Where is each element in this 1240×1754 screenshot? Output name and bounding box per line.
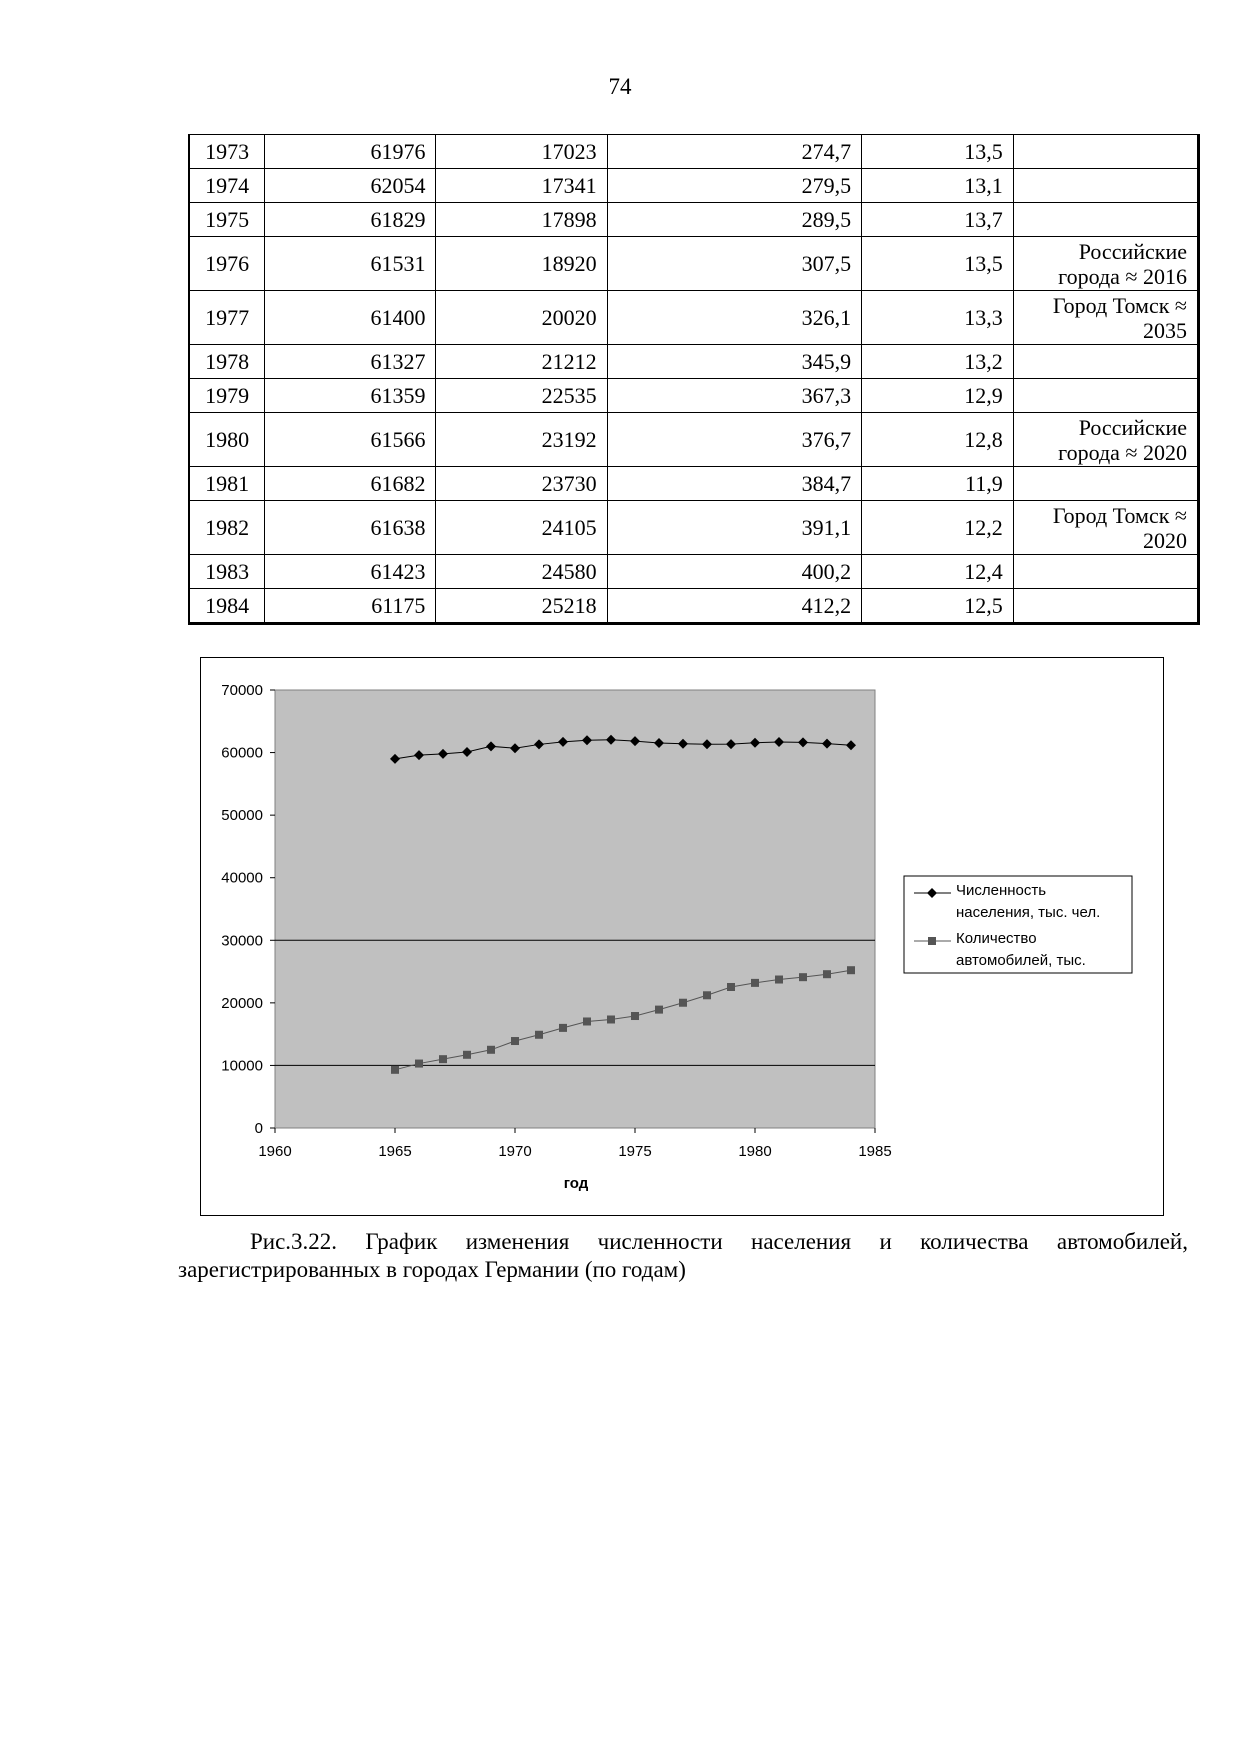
table-cell: Российские города ≈ 2020 xyxy=(1013,413,1198,467)
table-cell: 61359 xyxy=(265,379,436,413)
table-cell: 17341 xyxy=(436,169,607,203)
x-tick-label: 1975 xyxy=(618,1143,652,1160)
data-point-square xyxy=(799,973,807,981)
table-cell: 1980 xyxy=(189,413,265,467)
table-cell: 391,1 xyxy=(607,501,862,555)
table-row xyxy=(189,413,1199,467)
table-cell: 400,2 xyxy=(607,555,862,589)
data-point-square xyxy=(439,1055,447,1063)
data-point-square xyxy=(607,1015,615,1023)
table-cell: 345,9 xyxy=(607,345,862,379)
table-cell: 11,9 xyxy=(862,467,1014,501)
legend-label: Количество xyxy=(956,930,1037,947)
data-point-square xyxy=(703,991,711,999)
y-tick-label: 60000 xyxy=(221,744,263,762)
table-cell: 279,5 xyxy=(607,169,862,203)
table-row xyxy=(189,379,1199,413)
table-cell: 24105 xyxy=(436,501,607,555)
table-cell: 20020 xyxy=(436,291,607,345)
table-cell xyxy=(1013,135,1198,169)
table-cell: 61566 xyxy=(265,413,436,467)
table-cell: 13,5 xyxy=(862,237,1014,291)
x-tick-label: 1985 xyxy=(858,1143,892,1160)
table-cell: 62054 xyxy=(265,169,436,203)
x-axis-label: год xyxy=(563,1175,589,1192)
table-cell xyxy=(1013,555,1198,589)
data-table-body xyxy=(189,135,1199,624)
y-tick-label: 10000 xyxy=(221,1057,263,1075)
table-cell: 61976 xyxy=(265,135,436,169)
legend-label: Численность xyxy=(956,882,1047,899)
y-tick-label: 0 xyxy=(254,1120,263,1137)
data-point-square xyxy=(655,1006,663,1014)
data-point-square xyxy=(487,1046,495,1054)
data-table xyxy=(188,134,1200,625)
figure-caption xyxy=(178,1228,1188,1284)
table-cell: 61829 xyxy=(265,203,436,237)
table-cell: 22535 xyxy=(436,379,607,413)
table-cell: 61400 xyxy=(265,291,436,345)
data-point-square xyxy=(727,983,735,991)
table-cell: 13,3 xyxy=(862,291,1014,345)
y-tick-label: 50000 xyxy=(221,807,263,825)
table-cell: 1979 xyxy=(189,379,265,413)
legend-label: населения, тыс. чел. xyxy=(956,904,1101,921)
table-row xyxy=(189,135,1199,169)
data-point-square xyxy=(463,1051,471,1059)
table-cell: 17898 xyxy=(436,203,607,237)
table-cell: 1977 xyxy=(189,291,265,345)
table-cell: 1973 xyxy=(189,135,265,169)
table-cell: Город Томск ≈ 2020 xyxy=(1013,501,1198,555)
table-cell: 1978 xyxy=(189,345,265,379)
legend-label: автомобилей, тыс. xyxy=(956,952,1086,969)
table-cell: 23192 xyxy=(436,413,607,467)
table-cell: 12,4 xyxy=(862,555,1014,589)
y-tick-label: 70000 xyxy=(221,682,263,699)
table-row xyxy=(189,203,1199,237)
data-point-square xyxy=(583,1017,591,1025)
plot-area xyxy=(275,690,875,1128)
table-cell: 13,7 xyxy=(862,203,1014,237)
data-point-square xyxy=(847,966,855,974)
table-cell: 61423 xyxy=(265,555,436,589)
table-cell: 274,7 xyxy=(607,135,862,169)
table-cell: 61327 xyxy=(265,345,436,379)
table-cell: Город Томск ≈ 2035 xyxy=(1013,291,1198,345)
table-cell: 61638 xyxy=(265,501,436,555)
table-row xyxy=(189,589,1199,624)
table-cell: 326,1 xyxy=(607,291,862,345)
table-cell: 61531 xyxy=(265,237,436,291)
caption-line-2: зарегистрированных в городах Германии (по годам) xyxy=(178,1257,686,1282)
y-tick-label: 30000 xyxy=(221,932,263,950)
table-row xyxy=(189,555,1199,589)
table-cell: 367,3 xyxy=(607,379,862,413)
table-cell: 307,5 xyxy=(607,237,862,291)
table-cell: 12,2 xyxy=(862,501,1014,555)
table-cell: 13,1 xyxy=(862,169,1014,203)
data-point-square xyxy=(751,979,759,987)
table-cell: 376,7 xyxy=(607,413,862,467)
table-cell: 25218 xyxy=(436,589,607,624)
table-row xyxy=(189,169,1199,203)
table-cell: 18920 xyxy=(436,237,607,291)
x-tick-label: 1965 xyxy=(378,1143,412,1160)
table-cell xyxy=(1013,467,1198,501)
table-cell: 289,5 xyxy=(607,203,862,237)
table-row xyxy=(189,291,1199,345)
chart-frame xyxy=(200,657,1164,1216)
table-cell xyxy=(1013,379,1198,413)
table-cell: 24580 xyxy=(436,555,607,589)
table-cell: 1974 xyxy=(189,169,265,203)
chart xyxy=(201,658,1163,1215)
table-cell: 1984 xyxy=(189,589,265,624)
data-point-square xyxy=(631,1012,639,1020)
y-tick-label: 20000 xyxy=(221,994,263,1012)
table-cell: 1982 xyxy=(189,501,265,555)
table-cell: 1976 xyxy=(189,237,265,291)
data-point-square xyxy=(535,1031,543,1039)
table-cell xyxy=(1013,345,1198,379)
table-row xyxy=(189,237,1199,291)
table-cell: 17023 xyxy=(436,135,607,169)
x-tick-label: 1980 xyxy=(738,1143,772,1160)
table-row xyxy=(189,501,1199,555)
table-cell xyxy=(1013,203,1198,237)
data-point-square xyxy=(415,1060,423,1068)
table-cell: 1983 xyxy=(189,555,265,589)
table-cell: 12,9 xyxy=(862,379,1014,413)
table-cell: 13,5 xyxy=(862,135,1014,169)
x-tick-label: 1960 xyxy=(258,1143,292,1160)
legend-marker-square xyxy=(928,937,936,945)
table-cell xyxy=(1013,589,1198,624)
y-tick-label: 40000 xyxy=(221,869,263,887)
table-cell: 13,2 xyxy=(862,345,1014,379)
table-cell: 12,8 xyxy=(862,413,1014,467)
table-cell: 61682 xyxy=(265,467,436,501)
table-cell: 23730 xyxy=(436,467,607,501)
caption-line-1: Рис.3.22. График изменения численности населения и количества автомобилей, xyxy=(250,1229,1188,1254)
data-point-square xyxy=(775,976,783,984)
table-cell: 1975 xyxy=(189,203,265,237)
table-row xyxy=(189,467,1199,501)
table-cell xyxy=(1013,169,1198,203)
table-cell: Российские города ≈ 2016 xyxy=(1013,237,1198,291)
table-cell: 21212 xyxy=(436,345,607,379)
table-cell: 12,5 xyxy=(862,589,1014,624)
page-number: 74 xyxy=(608,74,632,99)
table-cell: 384,7 xyxy=(607,467,862,501)
table-cell: 412,2 xyxy=(607,589,862,624)
table-cell: 61175 xyxy=(265,589,436,624)
data-point-square xyxy=(559,1024,567,1032)
table-row xyxy=(189,345,1199,379)
table-cell: 1981 xyxy=(189,467,265,501)
data-point-square xyxy=(391,1066,399,1074)
data-point-square xyxy=(511,1037,519,1045)
data-point-square xyxy=(823,970,831,978)
x-tick-label: 1970 xyxy=(498,1143,532,1160)
data-point-square xyxy=(679,999,687,1007)
